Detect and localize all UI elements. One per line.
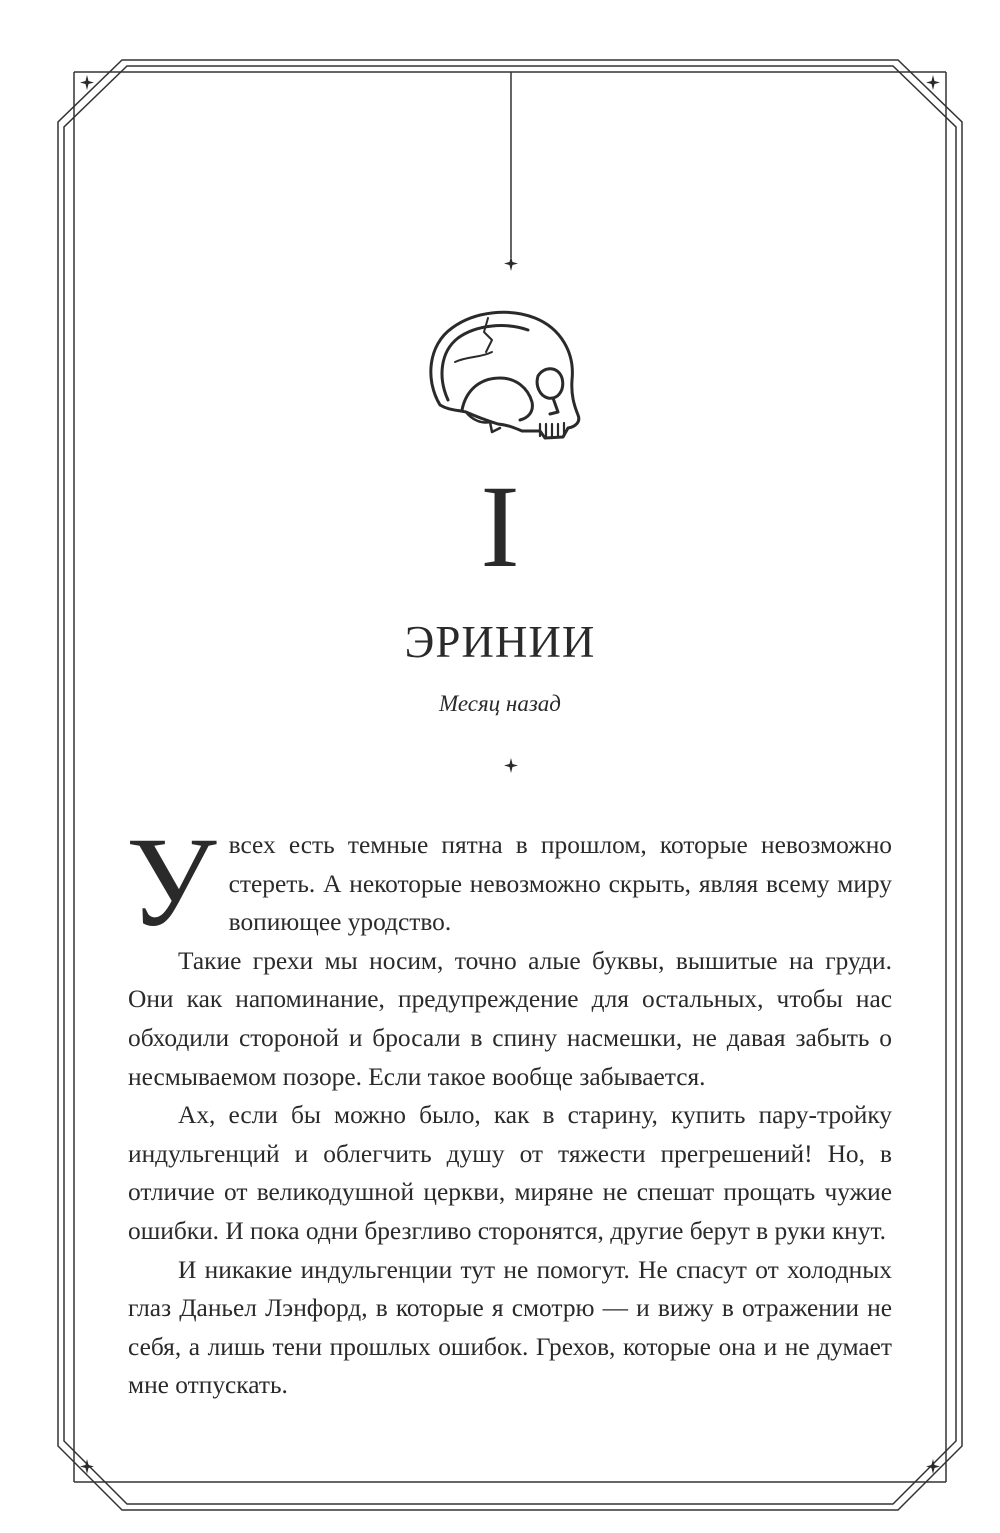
- paragraph-2: Такие грехи мы носим, точно алые буквы, вышитые на груди. Они как напоминание, предупреждение для остальных, чтобы нас обходили стороной и бросали в спину насмешки, не давая забыть о несмываемом позоре. Если такое вообще забывается.: [128, 946, 892, 1091]
- corner-star-icon-bottom-right: [926, 1459, 940, 1474]
- top-star-icon: [504, 256, 518, 271]
- chapter-title: ЭРИНИИ: [404, 617, 596, 667]
- drop-cap: У: [126, 811, 217, 953]
- divider-star-icon: [504, 758, 518, 773]
- corner-star-icon-top-right: [926, 75, 940, 90]
- paragraph-3: Ах, если бы можно было, как в старину, купить пару-тройку индульгенций и облегчить душу от тяжести прегрешений! Но, в отличие от великодушной церкви, миряне не спешат прощать чужие ошибки. И пока одни брезгливо сторонятся, другие берут в руки кнут.: [128, 1101, 892, 1245]
- paragraph-1-text: всех есть темные пятна в прошлом, которые невозможно стереть. А некоторые невозможно скрыть, являя всему миру вопиющее уродство.: [228, 831, 892, 937]
- skull-icon: [431, 312, 579, 438]
- corner-star-icon-top-left: [80, 75, 94, 90]
- paragraph-1: [126, 811, 892, 953]
- chapter-number: I: [480, 461, 520, 592]
- chapter-subtitle: Месяц назад: [439, 691, 561, 716]
- paragraph-4: И никакие индульгенции тут не помогут. Не спасут от холодных глаз Даньел Лэнфорд, в которые я смотрю — и вижу в отражении не себя, а лишь тени прошлых ошибок. Грехов, которые она и не думает мне отпускать.: [128, 1255, 892, 1400]
- corner-star-icon-bottom-left: [80, 1459, 94, 1474]
- chapter-body: [126, 811, 892, 1405]
